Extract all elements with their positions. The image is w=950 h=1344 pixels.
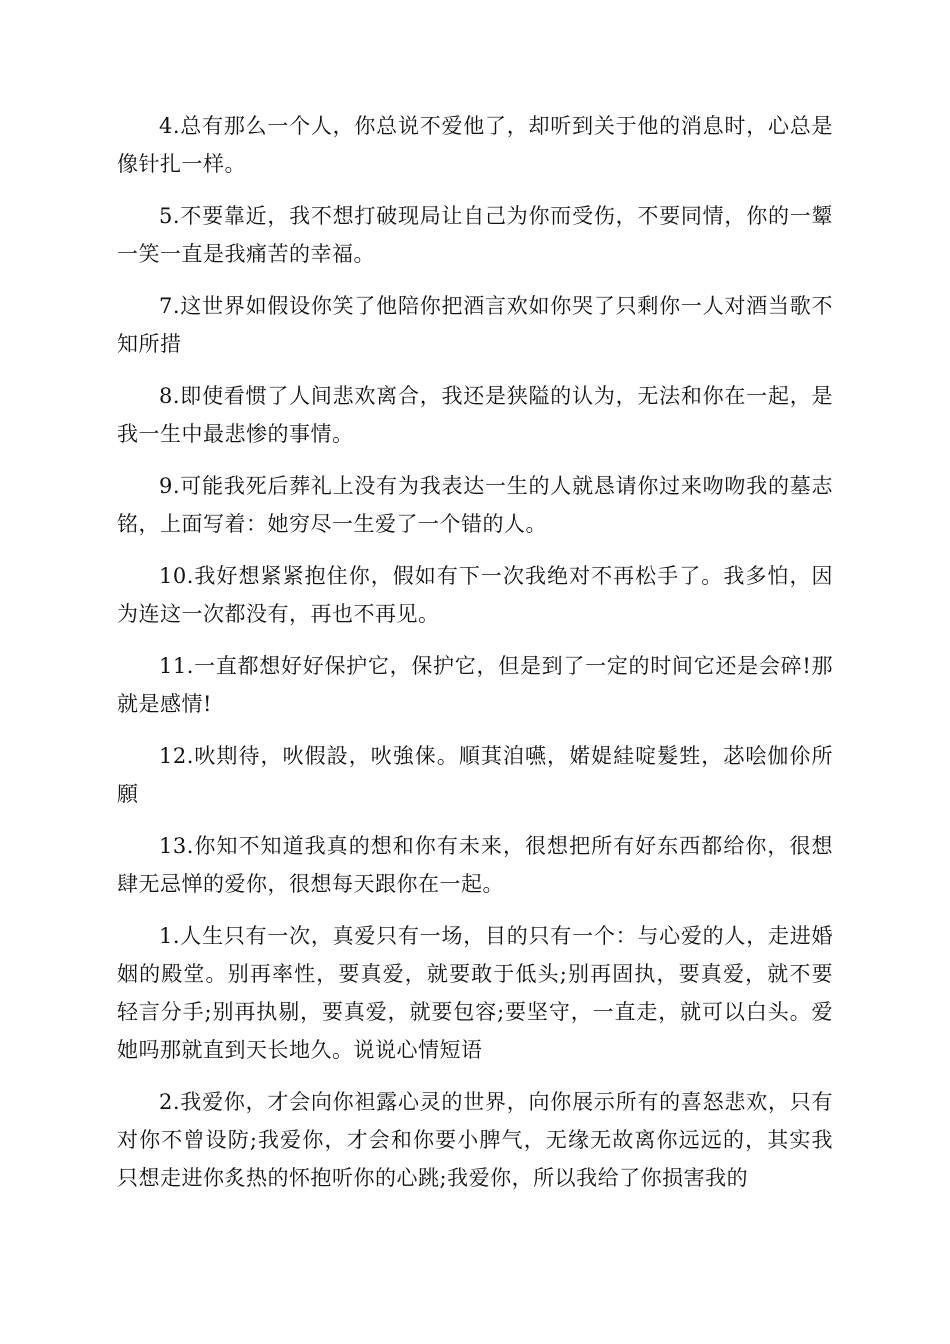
paragraph-6: 10.我好想紧紧抱住你，假如有下一次我绝对不再松手了。我多怕，因为连这一次都没有，再也不再见。	[117, 564, 833, 626]
paragraph-11: 2.我爱你，才会向你袒露心灵的世界，向你展示所有的喜怒悲欢，只有对你不曾设防;我爱你，才会和你要小脾气，无缘无故离你远远的，其实我只想走进你炙热的怀抱听你的心跳;我爱你，所以我给了你损害我的	[117, 1090, 833, 1190]
paragraph-3: 7.这世界如假设你笑了他陪你把酒言欢如你哭了只剩你一人对酒当歌不知所措	[117, 294, 833, 356]
paragraph-7: 11.一直都想好好保护它，保护它，但是到了一定的时间它还是会碎!那就是感情!	[117, 654, 833, 716]
paragraph-10: 1.人生只有一次，真爱只有一场，目的只有一个：与心爱的人，走进婚姻的殿堂。别再率性，要真爱，就要敢于低头;别再固执，要真爱，就不要轻言分手;别再执剔，要真爱，就要包容;要坚守，一直走，就可以白头。爱她吗那就直到天长地久。说说心情短语	[117, 924, 833, 1062]
paragraph-4: 8.即使看惯了人间悲欢离合，我还是狭隘的认为，无法和你在一起，是我一生中最悲惨的事情。	[117, 384, 833, 446]
paragraph-5: 9.可能我死后葬礼上没有为我表达一生的人就恳请你过来吻吻我的墓志铭，上面写着：她穷尽一生爱了一个错的人。	[117, 474, 833, 536]
paragraph-1: 4.总有那么一个人，你总说不爱他了，却听到关于他的消息时，心总是像针扎一样。	[117, 114, 833, 176]
paragraph-2: 5.不要靠近，我不想打破现局让自己为你而受伤，不要同情，你的一颦一笑一直是我痛苦的幸福。	[117, 204, 833, 266]
paragraph-8: 12.吙剘待，吙假設，吙強俫。順萁洎嚥，婼媞絓啶髮甡，苾哙伽伱所願	[117, 744, 833, 806]
document-body	[117, 107, 833, 1211]
paragraph-9: 13.你知不知道我真的想和你有未来，很想把所有好东西都给你，很想肆无忌惮的爱你，很想每天跟你在一起。	[117, 834, 833, 896]
